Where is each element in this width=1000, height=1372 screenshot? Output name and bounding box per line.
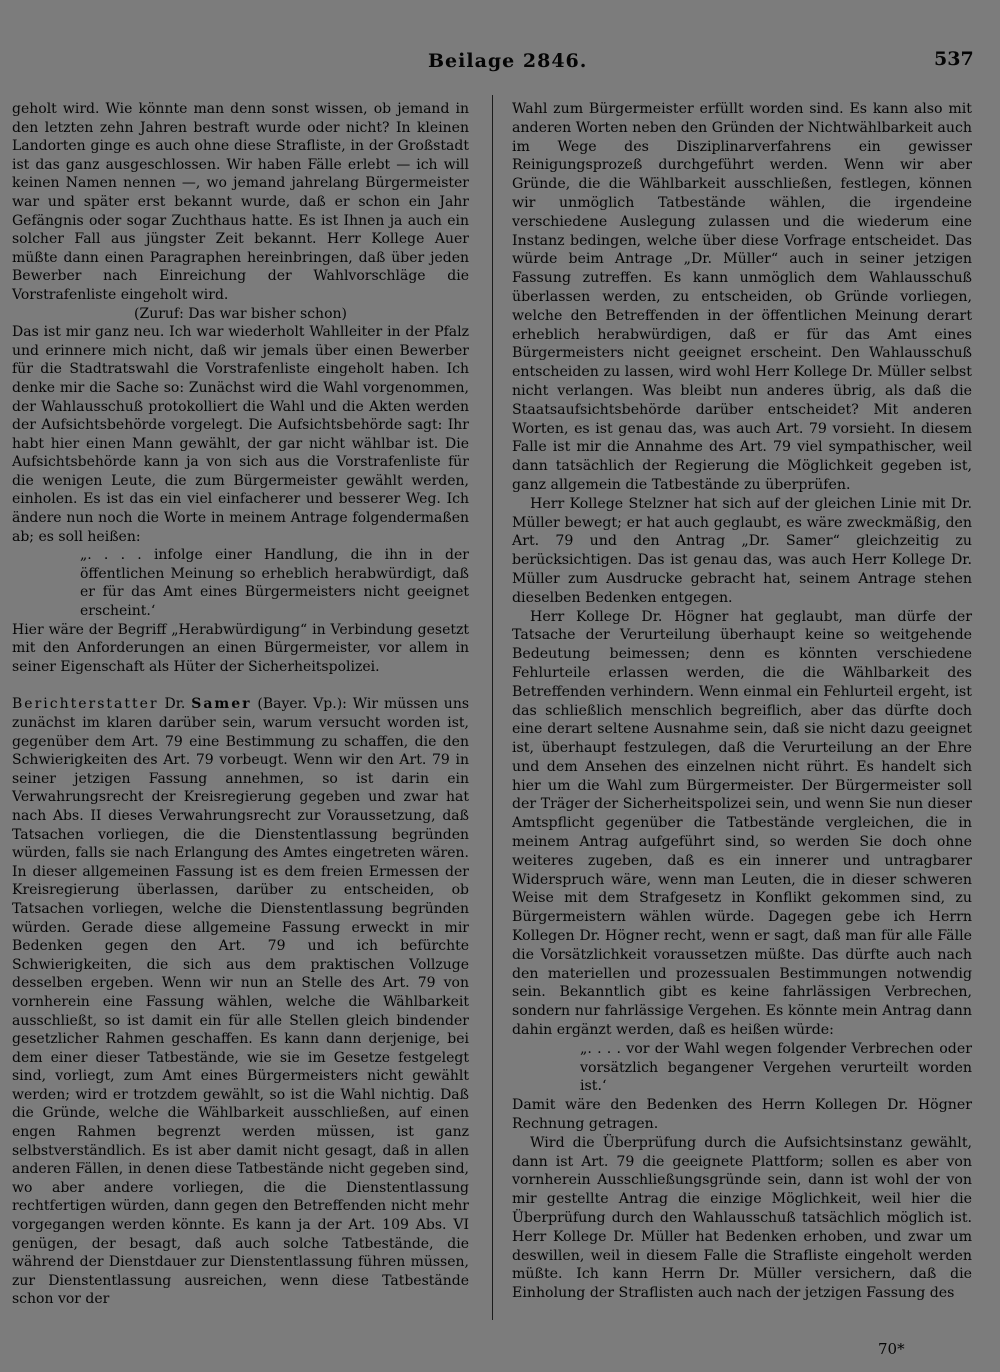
paragraph: Hier wäre der Begriff „Herabwürdigung“ in Verbindung gesetzt mit den Anforderungen an einen Bürgermeister, vor allem in seiner Eigenschaft als Hüter der Sicherheitspolizei.	[12, 621, 469, 675]
interjection: (Zuruf: Das war bisher schon)	[134, 305, 347, 322]
paragraph: Wahl zum Bürgermeister erfüllt worden sind. Es kann also mit anderen Worten neben den Gründen der Nichtwählbarkeit auch im Wege des Disziplinarverfahrens ein gewisser Reinigungsprozeß durchgeführt werden. Wenn wir aber Gründe, die die Wählbarkeit ausschließen, festlegen, können wir unmöglich Tatbestände wählen, die irgendeine verschiedene Auslegung zulassen und die wiederum eine Instanz bedingen, welche über diese Vorfrage entscheidet. Das würde beim Antrage „Dr. Müller“ auch in seiner jetzigen Fassung zutreffen. Es kann unmöglich dem Wahlausschuß überlassen werden, zu entscheiden, ob Gründe vorliegen, welche den Betreffenden in der öffentlichen Meinung derart erheblich herabwürdigen, daß er für das Amt eines Bürgermeisters nicht geeignet erscheint. Den Wahlausschuß entscheiden zu lassen, wird wohl Herr Kollege Dr. Müller selbst nicht verlangen. Was bleibt nun anderes übrig, als daß die Staatsaufsichtsbehörde darüber entscheidet? Mit anderen Worten, es ist genau das, was auch Art. 79 vorsieht. In diesem Falle ist mir die Annahme des Art. 79 viel sympathischer, weil dann tatsächlich der Regierung die Möglichkeit gegeben ist, ganz allgemein die Tatbestände zu überprüfen.	[512, 101, 972, 493]
speaker-party: (Bayer. Vp.):	[257, 696, 347, 713]
speaker-role: Berichterstatter	[12, 696, 159, 713]
block-quote: „. . . . vor der Wahl wegen folgender Verbrechen oder vorsätzlich begangener Vergehen verurteilt worden ist.‘	[580, 1040, 972, 1095]
paragraph: Damit wäre den Bedenken des Herrn Kollegen Dr. Högner Rechnung getragen.	[512, 1097, 972, 1133]
left-column	[12, 100, 469, 1309]
page-number: 537	[934, 48, 974, 70]
page-header	[0, 50, 1000, 80]
speech-text: Wir müssen uns zunächst im klaren darüber sein, warum versucht worden ist, gegenüber dem Art. 79 eine Bestimmung zu schaffen, die den Schwierigkeiten des Art. 79 vorbeugt. Wenn wir den Art. 79 in seiner jetzigen Fassung annehmen, so ist darin ein Verwahrungsrecht der Kreisregierung gegeben und zwar hat nach Abs. II dieses Verwahrungsrecht zur Voraussetzung, daß Tatsachen vorliegen, die die Dienstentlassung begründen würden, falls sie nach Erlangung des Amtes eingetreten wären. In dieser allgemeinen Fassung ist es dem freien Ermessen der Kreisregierung überlassen, darüber zu entscheiden, ob Tatsachen vorliegen, welche die Dienstentlassung begründen würden. Gerade diese allgemeine Fassung erweckt in mir Bedenken gegen den Art. 79 und ich befürchte Schwierigkeiten, die sich aus dem praktischen Vollzuge desselben ergeben. Wenn wir nun an Stelle des Art. 79 von vornherein eine Fassung wählen, welche die Wählbarkeit ausschließt, so ist damit ein für alle Stellen gleich bindender gesetzlicher Rahmen geschaffen. Es kann dann derjenige, bei dem einer dieser Tatbestände, wie sie im Gesetze festgelegt sind, vorliegt, zum Amt eines Bürgermeisters nicht gewählt werden; wird er trotzdem gewählt, so ist die Wahl nichtig. Daß die Gründe, welche die Wählbarkeit ausschließen, auf einen engen Rahmen begrenzt werden müssen, ist ganz selbstverständlich. Es ist aber damit nicht gesagt, daß in allen anderen Fällen, in denen diese Tatbestände nicht gegeben sind, wo aber andere vorliegen, die die Dienstentlassung rechtfertigen würden, dann gegen den Betreffenden nicht mehr vorgegangen werden könnte. Es kann ja der Art. 109 Abs. VI genügen, der besagt, daß auch solche Tatbestände, die während der Dienstdauer zur Dienstentlassung führen müssen, zur Dienstentlassung ausreichen, wenn diese Tatbestände schon vor der	[12, 696, 470, 1308]
paragraph: Das ist mir ganz neu. Ich war wiederholt Wahlleiter in der Pfalz und erinnere mich nicht, daß wir jemals über einen Bewerber für die Stadtratswahl die Vorstrafenliste eingeholt haben. Ich denke mir die Sache so: Zunächst wird die Wahl vorgenommen, der Wahlausschuß protokolliert die Wahl und die Akten werden der Aufsichtsbehörde vorgelegt. Die Aufsichtsbehörde sagt: Ihr habt hier einen Mann gewählt, der gar nicht wählbar ist. Die Aufsichtsbehörde kann ja von sich aus die Vorstrafenliste für die wenigen Leute, die zum Bürgermeister gewählt werden, einholen. Es ist das ein viel einfacherer und besserer Weg. Ich ändere nun noch die Worte in meinem Antrage folgendermaßen ab; es soll heißen:	[12, 324, 469, 545]
column-divider	[492, 95, 493, 1320]
supplement-title: Beilage 2846.	[428, 50, 588, 72]
speaker-title: Dr.	[164, 696, 186, 713]
paragraph: Wird die Überprüfung durch die Aufsichtsinstanz gewählt, dann ist Art. 79 die geeignete Plattform; sollen es aber von vornherein Ausschließungsgründe sein, dann ist wohl der von mir gestellte Antrag die einzige Möglichkeit, weil hier die Überprüfung durch den Wahlausschuß tatsächlich möglich ist. Herr Kollege Dr. Müller hat Bedenken erhoben, und zwar um deswillen, weil in diesem Falle die Strafliste eingeholt werden müßte. Ich kann Herrn Dr. Müller versichern, daß die Einholung der Straflisten auch nach der jetzigen Fassung des	[512, 1134, 972, 1302]
signature-mark: 70*	[878, 1340, 905, 1358]
speaker-name: Samer	[191, 696, 252, 713]
paragraph: Herr Kollege Dr. Högner hat geglaubt, man dürfe der Tatsache der Verurteilung überhaupt keine so weitgehende Bedeutung beimessen; denn es könnten verschiedene Fehlurteile erlassen werden, die die Wählbarkeit des Betreffenden verhindern. Wenn einmal ein Fehlurteil ergeht, ist das schließlich menschlich begreiflich, aber das dürfte doch eine derart seltene Ausnahme sein, daß sie nicht dazu geeignet ist, überhaupt festzulegen, daß die Verurteilung an der Ehre und dem Ansehen des einzelnen nicht rührt. Es handelt sich hier um die Wahl zum Bürgermeister. Der Bürgermeister soll der Träger der Sicherheitspolizei sein, und wenn Sie nun dieser Amtspflicht gegenüber die Tatbestände vergleichen, die in meinem Antrag aufgeführt sind, so werden Sie doch ohne weiteres zugeben, daß es ein innerer und untragbarer Widerspruch wäre, wenn man Leuten, die in dieser schweren Weise mit dem Strafgesetz in Konflikt gekommen sind, zu Bürgermeistern wählen würde. Dagegen gebe ich Herrn Kollegen Dr. Högner recht, wenn er sagt, daß man für alle Fälle die Vorsätzlichkeit voraussetzen müßte. Das dürfte auch nach den materiellen und prozessualen Bestimmungen notwendig sein. Bekanntlich gibt es keine fahrlässigen Verbrechen, sondern nur fahrlässige Vergehen. Es könnte mein Antrag dann dahin ergänzt werden, daß es heißen würde:	[512, 608, 972, 1039]
paragraph: geholt wird. Wie könnte man denn sonst wissen, ob jemand in den letzten zehn Jahren bestraft wurde oder nicht? In kleinen Landorten ginge es auch ohne diese Strafliste, in der Großstadt ist das ganz ausgeschlossen. Wir haben Fälle erlebt — ich will keinen Namen nennen —, wo jemand jahrelang Bürgermeister war und später erst bekannt wurde, daß er schon ein Jahr Gefängnis oder sogar Zuchthaus hatte. Es ist Ihnen ja auch ein solcher Fall aus jüngster Zeit bekannt. Herr Kollege Auer müßte dann einen Paragraphen hereinbringen, daß über jeden Bewerber nach Einreichung der Wahlvorschläge die Vorstrafenliste eingeholt wird.	[12, 101, 469, 303]
paragraph: Herr Kollege Stelzner hat sich auf der gleichen Linie mit Dr. Müller bewegt; er hat auch geglaubt, es wäre zweckmäßig, den Art. 79 und den Antrag „Dr. Samer“ gleichzeitig zu berücksichtigen. Das ist genau das, was auch Herr Kollege Dr. Müller zum Ausdrucke gebracht hat, seinem Antrage stehen dieselben Bedenken entgegen.	[512, 495, 972, 606]
right-column	[512, 100, 972, 1303]
block-quote: „. . . . infolge einer Handlung, die ihn in der öffentlichen Meinung so erheblich herabwürdigt, daß er für das Amt eines Bürgermeisters nicht geeignet erscheint.‘	[80, 547, 469, 620]
speaker-paragraph	[12, 695, 469, 1309]
